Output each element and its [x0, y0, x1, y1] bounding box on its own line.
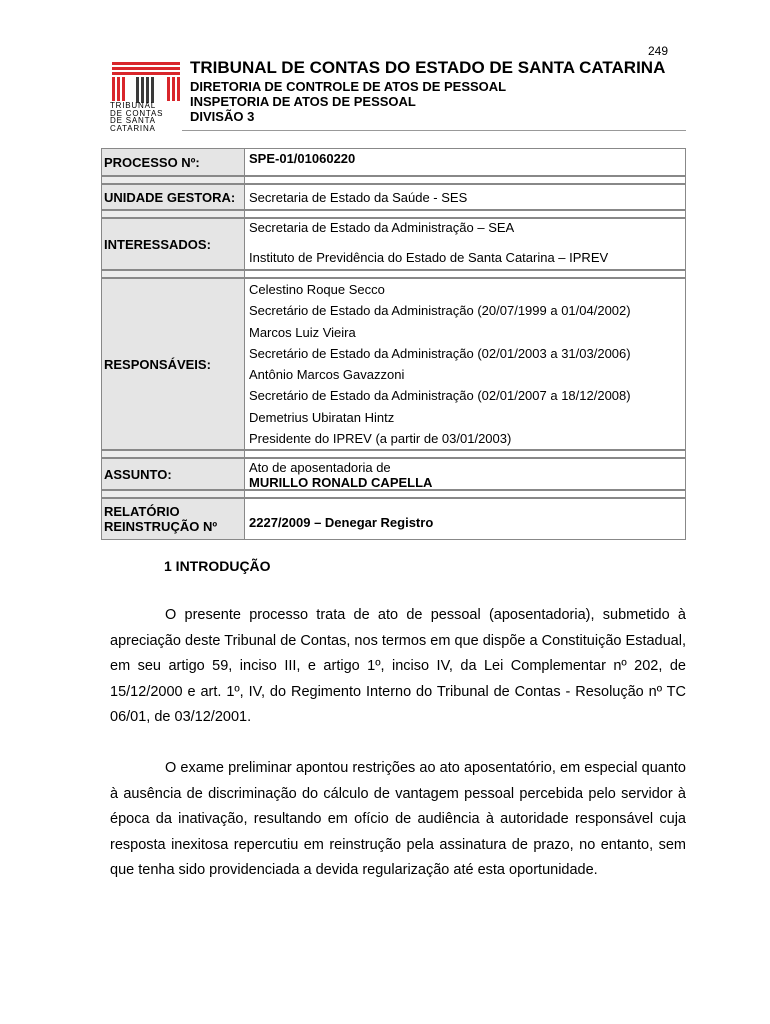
logo-text: TRIBUNAL DE CONTAS DE SANTA CATARINA [110, 101, 164, 133]
page-number: 249 [648, 44, 669, 58]
process-info-table [101, 148, 686, 540]
responsavel-role: Secretário de Estado da Administração (20/07/1999 a 01/04/2002) [249, 303, 631, 319]
table-spacer [101, 490, 686, 498]
header-rule [182, 130, 686, 131]
responsavel-role: Secretário de Estado da Administração (02/01/2003 a 31/03/2006) [249, 345, 631, 361]
assunto-line: Ato de aposentadoria de [249, 460, 391, 475]
value-interessados [245, 218, 686, 270]
value-relatorio: 2227/2009 – Denegar Registro [245, 498, 686, 540]
row-responsaveis [101, 278, 686, 450]
label-processo: PROCESSO Nº: [101, 148, 245, 176]
row-relatorio [101, 498, 686, 540]
section-title: 1 INTRODUÇÃO [164, 558, 271, 574]
table-spacer [101, 450, 686, 458]
value-processo: SPE-01/01060220 [245, 148, 686, 176]
paragraph-intro: O presente processo trata de ato de pessoal (aposentadoria), submetido à apreciação deste Tribunal de Contas, nos termos em que dispõe a Constituição Estadual, em seu artigo 59, inciso III, e artigo 1º, inciso IV, da Lei Complementar nº 202, de 15/12/2000 e art. 1º, IV, do Regimento Interno do Tribunal de Contas - Resolução nº TC 06/01, de 03/12/2001. [110, 607, 686, 725]
value-unidade-gestora: Secretaria de Estado da Saúde - SES [245, 184, 686, 210]
responsavel-role: Secretário de Estado da Administração (02/01/2007 a 18/12/2008) [249, 388, 631, 404]
label-relatorio: RELATÓRIO REINSTRUÇÃO Nº [101, 498, 245, 540]
value-assunto [245, 458, 686, 490]
responsavel-name: Marcos Luiz Vieira [249, 324, 356, 340]
label-responsaveis: RESPONSÁVEIS: [101, 278, 245, 450]
row-assunto [101, 458, 686, 490]
interessado-item: Instituto de Previdência do Estado de Santa Catarina – IPREV [249, 250, 609, 265]
row-processo [101, 148, 686, 176]
label-interessados: INTERESSADOS: [101, 218, 245, 270]
header-division: DIVISÃO 3 [190, 109, 255, 124]
header-title: TRIBUNAL DE CONTAS DO ESTADO DE SANTA CATARINA [190, 58, 666, 77]
table-spacer [101, 210, 686, 218]
header-directorate: DIRETORIA DE CONTROLE DE ATOS DE PESSOAL [190, 79, 507, 94]
responsavel-name: Celestino Roque Secco [249, 282, 385, 297]
label-unidade-gestora: UNIDADE GESTORA: [101, 184, 245, 210]
responsavel-name: Demetrius Ubiratan Hintz [249, 409, 395, 425]
row-interessados [101, 218, 686, 270]
label-assunto: ASSUNTO: [101, 458, 245, 490]
value-responsaveis [245, 278, 686, 450]
table-spacer [101, 270, 686, 278]
assunto-name: MURILLO RONALD CAPELLA [249, 475, 433, 490]
row-unidade-gestora [101, 184, 686, 210]
paragraph-exam: O exame preliminar apontou restrições ao ato aposentatório, em especial quanto à ausência de discriminação do cálculo de vantagem pessoal percebida pelo servidor à época da inativação, resultando em ofício de audiência à autoridade responsável cuja resposta inexitosa repercutiu em reinstrução pela assinatura de prazo, no entanto, sem que tenha sido providenciada a devida regularização até esta oportunidade. [110, 760, 686, 878]
interessado-item: Secretaria de Estado da Administração – SEA [249, 220, 515, 235]
responsavel-name: Antônio Marcos Gavazzoni [249, 367, 405, 383]
header-inspectorate: INSPETORIA DE ATOS DE PESSOAL [190, 94, 416, 109]
responsavel-role: Presidente do IPREV (a partir de 03/01/2003) [249, 431, 512, 447]
table-spacer [101, 176, 686, 184]
